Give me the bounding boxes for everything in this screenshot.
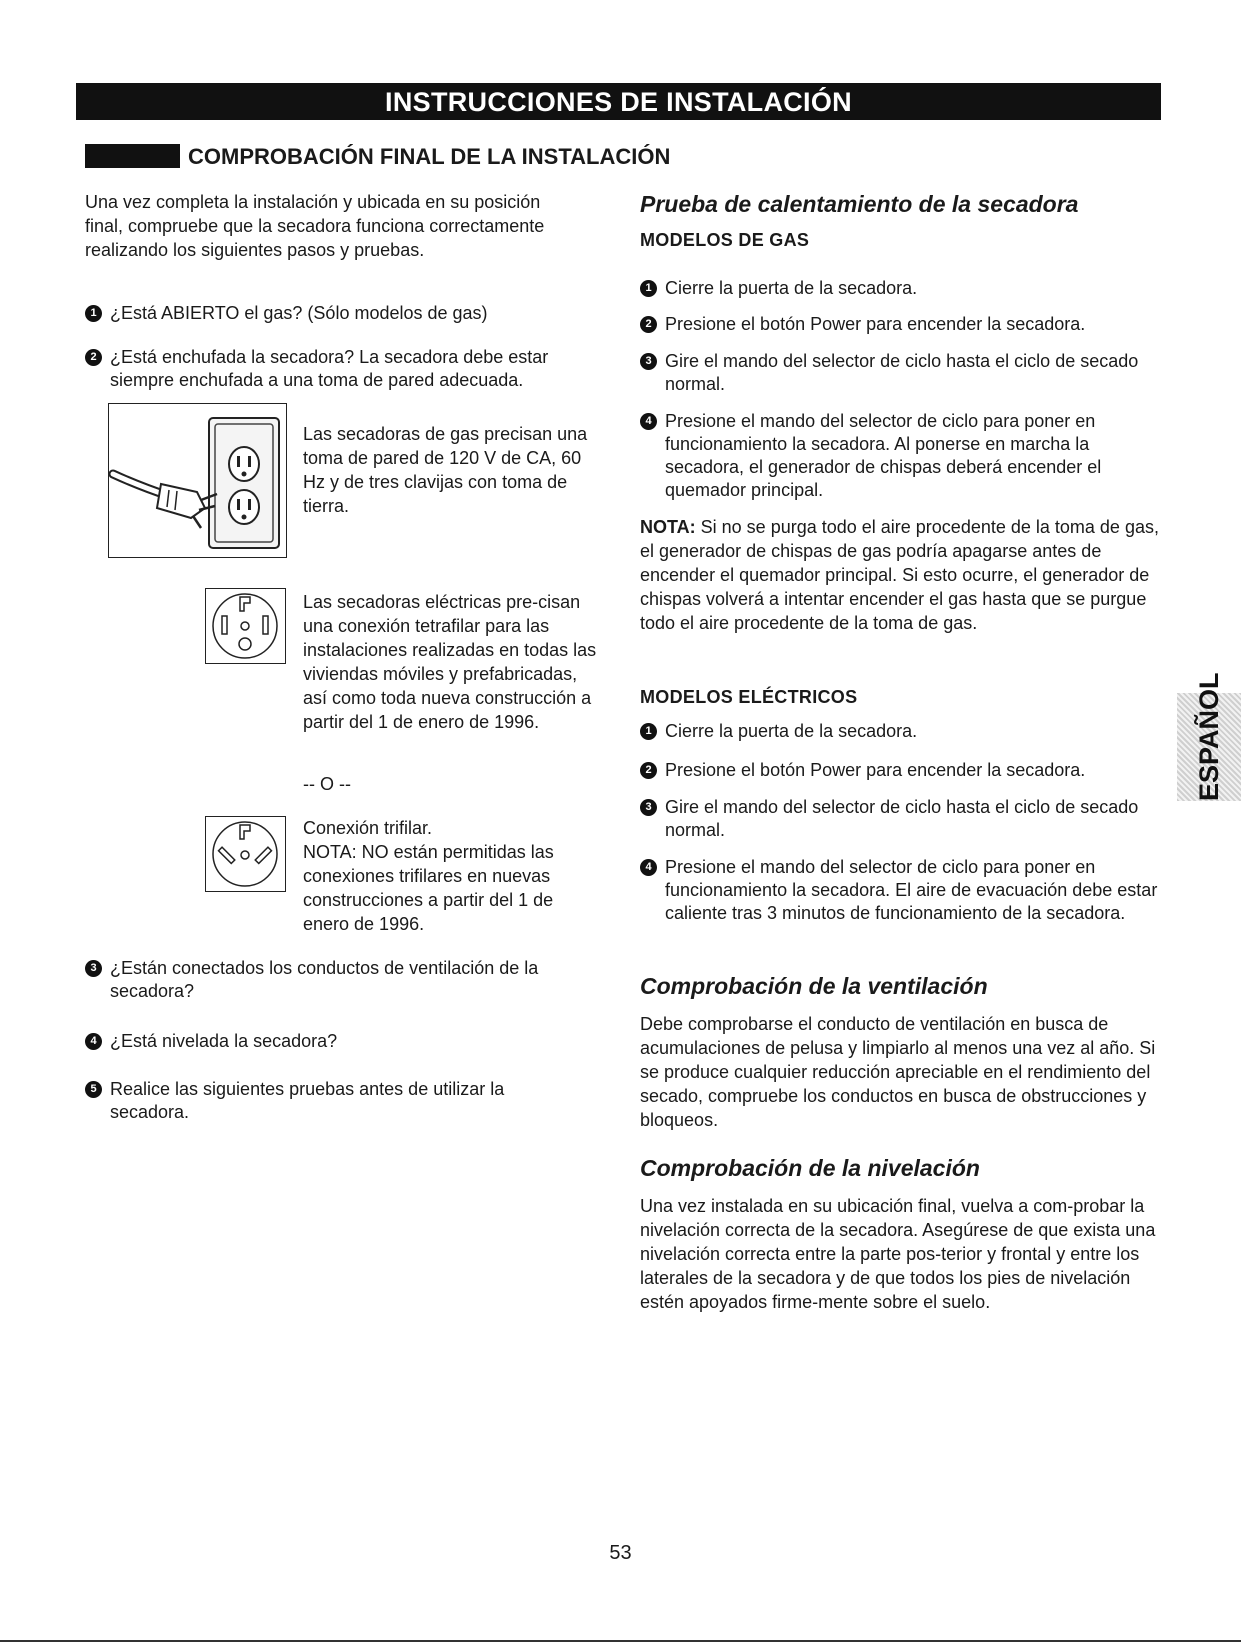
step-number: 3 [640,799,657,816]
gas-step-3 [640,350,1140,396]
step-number: 2 [85,349,102,366]
electric-step-4 [640,856,1160,925]
electric-step-text: Cierre la puerta de la secadora. [665,721,918,741]
heat-test-title: Prueba de calentamiento de la secadora [640,191,1079,217]
check-item-text: ¿Están conectados los conductos de ventilación de la secadora? [110,958,539,1001]
intro-paragraph: Una vez completa la instalación y ubicada en su posición final, compruebe que la secadora funciona correctamente realizando los siguientes pasos y pruebas. [85,192,545,260]
step-number: 2 [640,316,657,333]
check-item-text: ¿Está enchufada la secadora? La secadora debe estar siempre enchufada a una toma de pared adecuada. [110,347,549,390]
three-wire-receptacle-figure [205,816,286,892]
step-number: 1 [640,723,657,740]
step-number: 3 [640,353,657,370]
step-number: 2 [640,762,657,779]
check-item-2 [85,346,575,392]
note-text: Si no se purga todo el aire procedente de la toma de gas, el generador de chispas de gas podría apagarse antes de encender el quemador principal. Si esto ocurre, el generador de chispas volverá a intentar encender el gas hasta que se purgue todo el aire procedente de la toma de gas. [640,517,1159,633]
step-number: 5 [85,1081,102,1098]
step-number: 4 [85,1033,102,1050]
three-prong-outlet-figure [108,403,287,558]
electric-models-label: MODELOS ELÉCTRICOS [640,687,858,707]
section-title: COMPROBACIÓN FINAL DE LA INSTALACIÓN [188,144,671,169]
check-item-text: ¿Está nivelada la secadora? [110,1031,338,1051]
page-number: 53 [609,1542,632,1564]
electric-step-3 [640,796,1140,842]
gas-outlet-caption: Las secadoras de gas precisan una toma de pared de 120 V de CA, 60 Hz y de tres clavijas con toma de tierra. [303,424,588,516]
electric-receptacle-caption: Las secadoras eléctricas pre-cisan una conexión tetrafilar para las instalaciones realizadas en todas las viviendas móviles y prefabricadas, así como toda nueva construcción a partir del 1 de enero de 1996. [303,592,597,732]
gas-models-label: MODELOS DE GAS [640,230,810,250]
page-bottom-rule [0,1640,1241,1642]
gas-step-text: Cierre la puerta de la secadora. [665,278,918,298]
gas-step-text: Presione el mando del selector de ciclo para poner en funcionamiento la secadora. Al ponerse en marcha la secadora, el generador de chispas deberá encender el quemador principal. [665,411,1102,500]
section-marker [85,144,180,168]
check-item-5 [85,1078,575,1124]
plug-and-outlet-icon [109,404,286,557]
trifilar-caption: Conexión trifilar. [303,818,433,838]
gas-step-text: Presione el botón Power para encender la secadora. [665,314,1086,334]
vent-check-text: Debe comprobarse el conducto de ventilación en busca de acumulaciones de pelusa y limpiarlo al menos una vez al año. Si se produce cualquier reducción apreciable en el rendimiento del secado, compruebe los conductos en busca de obstrucciones y bloqueos. [640,1014,1156,1130]
vent-check-title: Comprobación de la ventilación [640,973,988,999]
check-item-text: ¿Está ABIERTO el gas? (Sólo modelos de gas) [110,303,488,323]
page-banner: INSTRUCCIONES DE INSTALACIÓN [76,83,1161,120]
note-label: NOTA: [640,517,696,537]
gas-step-2 [640,313,1160,336]
language-side-tab [1177,672,1241,801]
gas-note-paragraph [640,515,1160,635]
step-number: 4 [640,413,657,430]
electric-step-text: Presione el botón Power para encender la secadora. [665,760,1086,780]
gas-step-1 [640,277,1155,300]
check-item-1 [85,302,575,325]
check-item-3 [85,957,615,1003]
language-tab-label: ESPAÑOL [1194,672,1224,801]
electric-step-text: Presione el mando del selector de ciclo para poner en funcionamiento la secadora. El aire de evacuación debe estar caliente tras 3 minutos de funcionamiento de la secadora. [665,857,1158,923]
gas-step-4 [640,410,1160,502]
four-wire-receptacle-figure [205,588,286,664]
four-wire-receptacle-icon [206,589,285,663]
check-item-text: Realice las siguientes pruebas antes de utilizar la secadora. [110,1079,505,1122]
level-check-title: Comprobación de la nivelación [640,1155,980,1181]
step-number: 4 [640,859,657,876]
three-wire-receptacle-icon [206,817,285,891]
electric-step-2 [640,759,1160,782]
step-number: 1 [640,280,657,297]
gas-step-text: Gire el mando del selector de ciclo hasta el ciclo de secado normal. [665,351,1139,394]
check-item-4 [85,1030,575,1053]
electric-step-1 [640,720,1155,743]
step-number: 3 [85,960,102,977]
step-number: 1 [85,305,102,322]
electric-step-text: Gire el mando del selector de ciclo hasta el ciclo de secado normal. [665,797,1139,840]
trifilar-note: NOTA: NO están permitidas las conexiones trifilares en nuevas construcciones a partir del 1 de enero de 1996. [303,842,554,934]
or-separator: -- O -- [303,774,351,794]
level-check-text: Una vez instalada en su ubicación final, vuelva a com-probar la nivelación correcta de la secadora. Asegúrese de que exista una nivelación correcta entre la parte pos-terior y frontal y entre los laterales de la secadora y de que todos los pies de nivelación estén apoyados firme-mente sobre el suelo. [640,1196,1156,1312]
